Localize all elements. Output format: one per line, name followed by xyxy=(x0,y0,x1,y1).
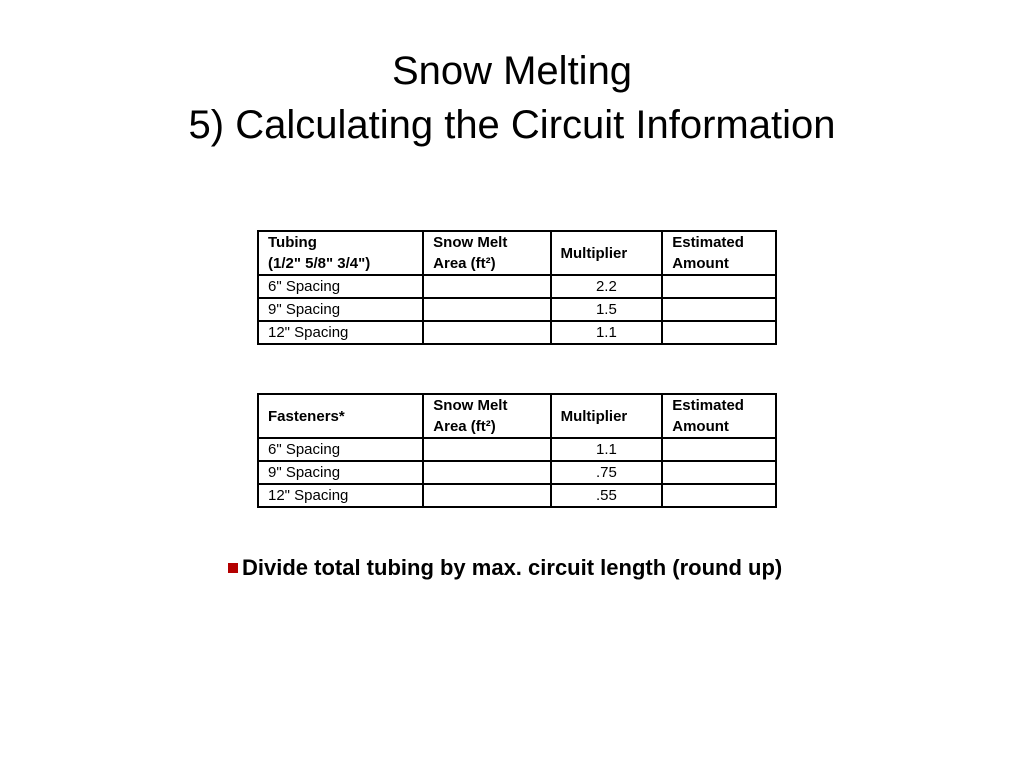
header-tubing: Tubing (1/2" 5/8" 3/4") xyxy=(258,231,423,275)
multiplier-cell: .55 xyxy=(551,484,663,507)
table-header-row xyxy=(258,231,776,275)
slide-title xyxy=(0,44,1024,152)
amount-cell xyxy=(662,275,776,298)
table-row xyxy=(258,484,776,507)
area-cell xyxy=(423,321,550,344)
amount-cell xyxy=(662,321,776,344)
multiplier-cell: .75 xyxy=(551,461,663,484)
area-cell xyxy=(423,438,550,461)
header-fasteners: Fasteners* xyxy=(258,394,423,438)
multiplier-cell: 1.5 xyxy=(551,298,663,321)
row-label: 9" Spacing xyxy=(258,461,423,484)
area-cell xyxy=(423,461,550,484)
amount-cell xyxy=(662,461,776,484)
title-line-1: Snow Melting xyxy=(391,49,633,93)
area-cell xyxy=(423,275,550,298)
row-label: 6" Spacing xyxy=(258,275,423,298)
row-label: 6" Spacing xyxy=(258,438,423,461)
header-estimated-amount: Estimated Amount xyxy=(662,394,776,438)
header-multiplier: Multiplier xyxy=(551,394,663,438)
header-estimated-amount: Estimated Amount xyxy=(662,231,776,275)
tubing-table xyxy=(257,230,777,345)
table-row xyxy=(258,275,776,298)
fasteners-table xyxy=(257,393,777,508)
table-header-row xyxy=(258,394,776,438)
table-row xyxy=(258,321,776,344)
table-row xyxy=(258,461,776,484)
multiplier-cell: 2.2 xyxy=(551,275,663,298)
header-snow-melt-area: Snow Melt Area (ft²) xyxy=(423,231,550,275)
amount-cell xyxy=(662,298,776,321)
table-row xyxy=(258,438,776,461)
header-snow-melt-area: Snow Melt Area (ft²) xyxy=(423,394,550,438)
multiplier-cell: 1.1 xyxy=(551,321,663,344)
table-row xyxy=(258,298,776,321)
header-multiplier: Multiplier xyxy=(551,231,663,275)
area-cell xyxy=(423,484,550,507)
title-line-2: 5) Calculating the Circuit Information xyxy=(188,103,836,147)
row-label: 9" Spacing xyxy=(258,298,423,321)
amount-cell xyxy=(662,438,776,461)
square-bullet-icon xyxy=(228,563,238,573)
amount-cell xyxy=(662,484,776,507)
multiplier-cell: 1.1 xyxy=(551,438,663,461)
area-cell xyxy=(423,298,550,321)
row-label: 12" Spacing xyxy=(258,484,423,507)
bullet-point xyxy=(228,554,782,582)
bullet-text: Divide total tubing by max. circuit length (round up) xyxy=(242,555,783,580)
row-label: 12" Spacing xyxy=(258,321,423,344)
